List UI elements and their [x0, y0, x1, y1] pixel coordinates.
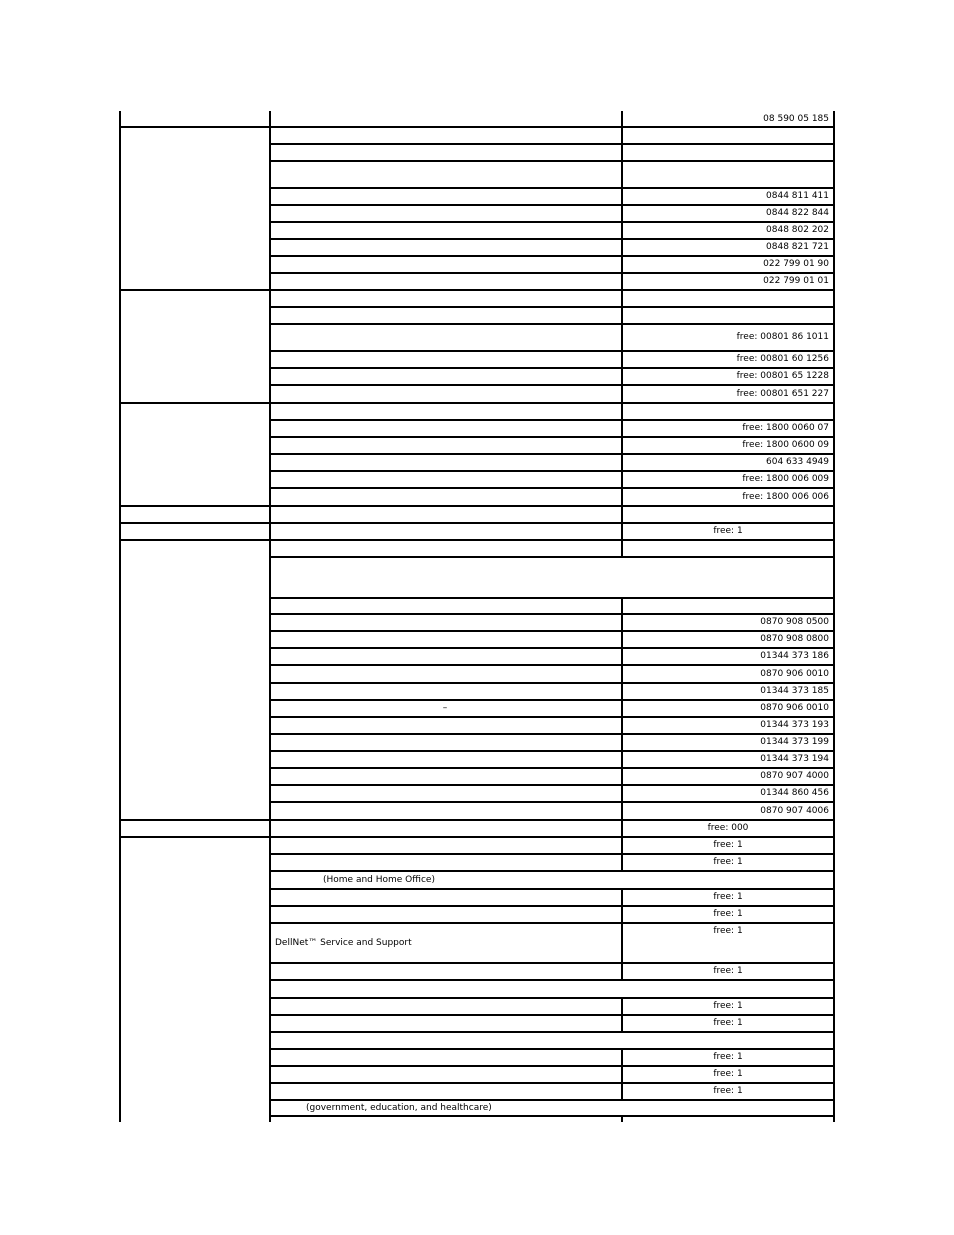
phone-number: free: 1800 006 009 [742, 474, 829, 484]
phone-number: free: 1 [713, 526, 743, 536]
phone-number: 0870 907 4000 [760, 771, 829, 781]
row-label: (government, education, and healthcare) [306, 1102, 492, 1113]
table-right-border [833, 111, 835, 1122]
phone-number: 0848 821 721 [766, 242, 829, 252]
table-left-border [119, 111, 121, 1122]
table-column-rule-2 [621, 307, 623, 324]
row-rule [269, 556, 835, 558]
phone-number: 01344 373 193 [760, 720, 829, 730]
phone-number: free: 00801 65 1228 [736, 371, 829, 381]
row-rule [269, 143, 835, 145]
table-column-rule-2 [621, 506, 623, 523]
phone-number: 0870 908 0800 [760, 634, 829, 644]
phone-number: free: 1 [713, 1052, 743, 1062]
phone-number: 0844 811 411 [766, 191, 829, 201]
phone-number: 0844 822 844 [766, 208, 829, 218]
phone-number: 01344 373 194 [760, 754, 829, 764]
phone-number: 08 590 05 185 [763, 113, 829, 124]
phone-number: free: 1800 0600 09 [742, 440, 829, 450]
phone-number: 0870 907 4006 [760, 805, 829, 816]
phone-number: free: 1 [713, 1086, 743, 1096]
table-column-rule-1 [269, 111, 271, 1122]
row-rule [269, 160, 835, 162]
phone-number: 0848 802 202 [766, 225, 829, 235]
phone-number: 01344 373 199 [760, 737, 829, 747]
phone-number: 01344 860 456 [760, 788, 829, 798]
phone-number: 01344 373 186 [760, 651, 829, 661]
table-column-rule-2 [621, 161, 623, 188]
phone-number: free: 1 [713, 892, 743, 902]
phone-number: free: 00801 86 1011 [736, 332, 829, 342]
phone-number: 01344 373 185 [760, 686, 829, 696]
table-column-rule-2 [621, 144, 623, 161]
phone-number: free: 1 [713, 840, 743, 850]
phone-number: 604 633 4949 [766, 457, 829, 467]
phone-number: free: 1 [713, 1069, 743, 1079]
phone-number: free: 1 [713, 966, 743, 976]
phone-number: free: 000 [707, 823, 749, 833]
table-column-rule-2 [621, 290, 623, 307]
phone-number: free: 1 [713, 1018, 743, 1028]
phone-number: 0870 908 0500 [760, 617, 829, 627]
table-column-rule-2 [621, 127, 623, 144]
row-label: DellNet™ Service and Support [275, 937, 412, 948]
phone-number: free: 1 [713, 926, 743, 936]
row-rule [269, 306, 835, 308]
phone-number: 0870 906 0010 [760, 668, 829, 679]
phone-number: free: 1800 006 006 [742, 491, 829, 502]
phone-number: free: 00801 651 227 [736, 388, 829, 399]
phone-number: free: 1 [713, 1001, 743, 1011]
table-column-rule-2 [621, 598, 623, 614]
phone-number: free: 00801 60 1256 [736, 354, 829, 364]
phone-number: 022 799 01 01 [763, 276, 829, 286]
row-rule [269, 597, 835, 599]
phone-number: 022 799 01 90 [763, 259, 829, 269]
table-column-rule-2 [621, 403, 623, 420]
table-column-rule-2 [621, 540, 623, 557]
row-dash: – [442, 703, 448, 713]
row-label: (Home and Home Office) [323, 874, 435, 885]
phone-number: 0870 906 0010 [760, 703, 829, 713]
phone-number: free: 1 [713, 857, 743, 867]
phone-number: free: 1800 0060 07 [742, 423, 829, 433]
phone-number: free: 1 [713, 909, 743, 919]
